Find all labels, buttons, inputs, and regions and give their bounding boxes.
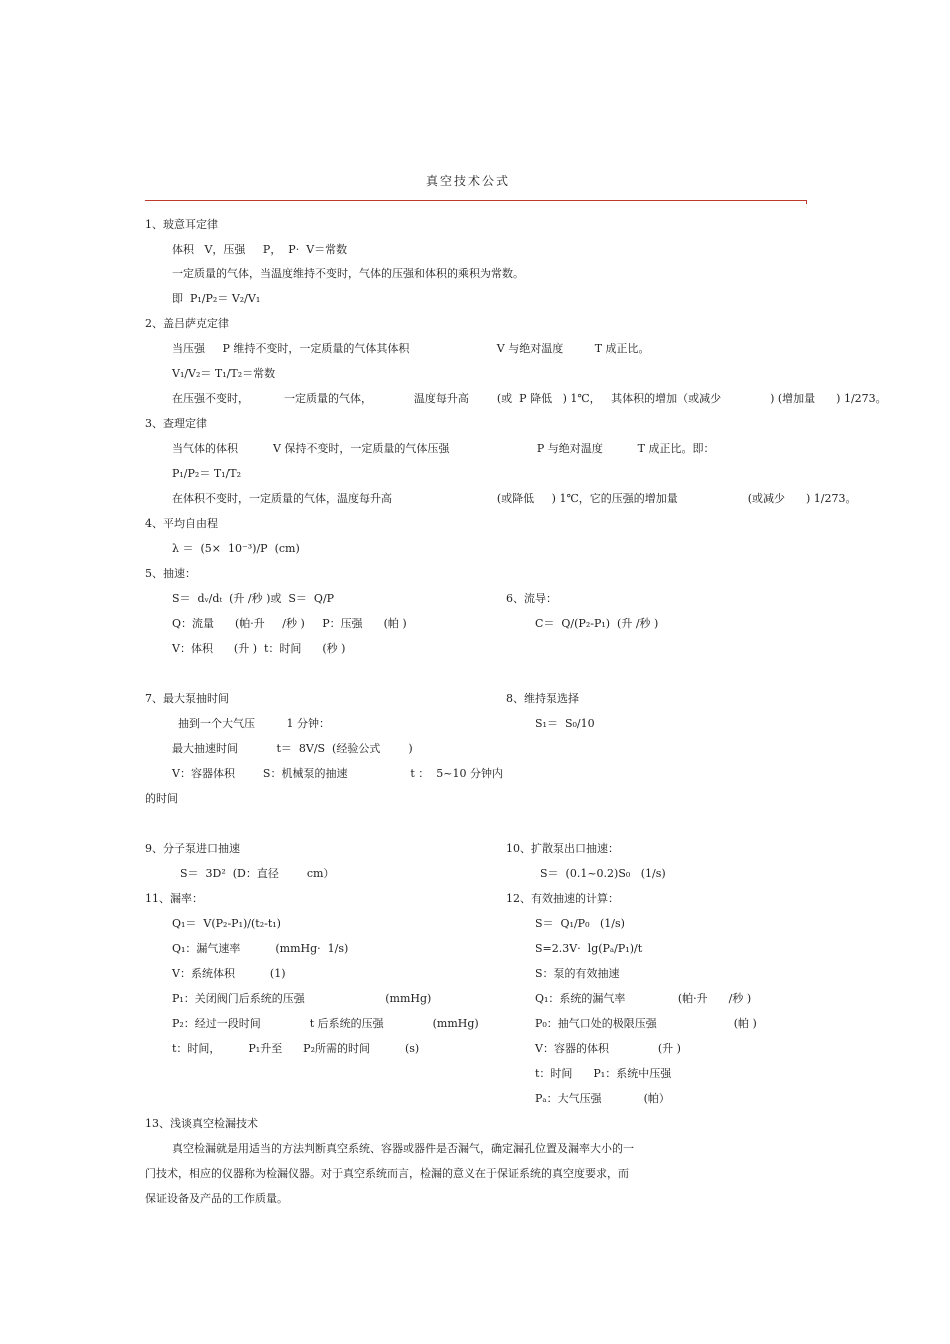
text-line: Pₐ：大气压强 (帕） <box>535 1092 670 1105</box>
text-line: λ ＝ (5× 10⁻³)/P (cm) <box>172 542 300 555</box>
text-line: 一定质量的气体，当温度维持不变时，气体的压强和体积的乘积为常数。 <box>172 267 524 280</box>
text-line: 2、盖吕萨克定律 <box>145 317 229 330</box>
text-line: Q₁：系统的漏气率 (帕·升 /秒 ) <box>535 992 752 1005</box>
text-line: S＝ 3D² (D：直径 cm） <box>180 867 335 880</box>
text-line: 当压强 P 维持不变时，一定质量的气体其体积 V 与绝对温度 T 成正比。 <box>172 342 650 355</box>
text-line: V₁/V₂＝ T₁/T₂＝常数 <box>172 367 276 380</box>
text-line: 真空检漏就是用适当的方法判断真空系统、容器或器件是否漏气，确定漏孔位置及漏率大小的一 <box>172 1142 634 1155</box>
text-line: C＝ Q/(P₂-P₁) (升 /秒 ) <box>535 617 659 630</box>
text-line: 保证设备及产品的工作质量。 <box>145 1192 288 1205</box>
text-line: S＝ Q₁/P₀ (1/s) <box>535 917 625 930</box>
text-line: t：时间， P₁升至 P₂所需的时间 (s) <box>172 1042 420 1055</box>
title-divider-end <box>806 200 807 204</box>
text-line: 的时间 <box>145 792 178 805</box>
text-line: 在体积不变时，一定质量的气体，温度每升高 (或降低 ) 1℃，它的压强的增加量 (或减少 ) 1/273。 <box>172 492 857 505</box>
text-line: 11、漏率： <box>145 892 203 905</box>
text-line: 门技术，相应的仪器称为检漏仪器。对于真空系统而言，检漏的意义在于保证系统的真空度要求，而 <box>145 1167 629 1180</box>
text-line: 1、玻意耳定律 <box>145 218 218 231</box>
text-line: 7、最大泵抽时间 <box>145 692 229 705</box>
text-line: 在压强不变时， 一定质量的气体， 温度每升高 (或 P 降低 ) 1℃， 其体积的增加（或减少 ) (增加量 ) 1/273。 <box>172 392 887 405</box>
text-line: 9、分子泵进口抽速 <box>145 842 240 855</box>
text-line: 6、流导： <box>506 592 557 605</box>
text-line: 5、抽速： <box>145 567 196 580</box>
title-divider <box>145 200 807 201</box>
text-line: V：体积 (升 ) t：时间 (秒 ) <box>172 642 346 655</box>
text-line: 当气体的体积 V 保持不变时，一定质量的气体压强 P 与绝对温度 T 成正比。即： <box>172 442 715 455</box>
text-line: Q₁＝ V(P₂-P₁)/(t₂-t₁) <box>172 917 281 930</box>
text-line: P₁：关闭阀门后系统的压强 (mmHg) <box>172 992 432 1005</box>
text-line: 抽到一个大气压 1 分钟： <box>178 717 330 730</box>
text-line: 10、扩散泵出口抽速： <box>506 842 619 855</box>
text-line: P₁/P₂＝ T₁/T₂ <box>172 467 242 480</box>
text-line: V：系统体积 (1) <box>172 967 286 980</box>
text-line: P₂：经过一段时间 t 后系统的压强 (mmHg) <box>172 1017 479 1030</box>
text-line: 13、浅谈真空检漏技术 <box>145 1117 258 1130</box>
text-line: P₀：抽气口处的极限压强 (帕 ) <box>535 1017 757 1030</box>
text-line: 3、查理定律 <box>145 417 207 430</box>
text-line: V：容器的体积 (升 ) <box>535 1042 681 1055</box>
text-line: Q₁：漏气速率 (mmHg· 1/s) <box>172 942 349 955</box>
text-line: 最大抽速时间 t＝ 8V/S (经验公式 ) <box>172 742 413 755</box>
text-line: S：泵的有效抽速 <box>535 967 620 980</box>
text-line: S=2.3V· lg(Pₐ/P₁)/t <box>535 942 643 955</box>
text-line: S＝ dᵥ/dₜ (升 /秒 )或 S＝ Q/P <box>172 592 335 605</box>
text-line: S₁＝ S₀/10 <box>535 717 595 730</box>
text-line: V：容器体积 S：机械泵的抽速 t ： 5~10 分钟内 <box>172 767 504 780</box>
text-line: 体积 V，压强 P， P· V＝常数 <box>172 243 348 256</box>
text-line: 即 P₁/P₂＝ V₂/V₁ <box>172 292 261 305</box>
text-line: 4、平均自由程 <box>145 517 218 530</box>
text-line: t：时间 P₁：系统中压强 <box>535 1067 672 1080</box>
text-line: Q：流量 (帕·升 /秒 ) P：压强 (帕 ) <box>172 617 407 630</box>
text-line: 12、有效抽速的计算： <box>506 892 619 905</box>
text-line: S＝ (0.1~0.2)S₀ (1/s) <box>540 867 666 880</box>
text-line: 8、维持泵选择 <box>506 692 579 705</box>
page-title: 真空技术公式 <box>426 174 511 188</box>
